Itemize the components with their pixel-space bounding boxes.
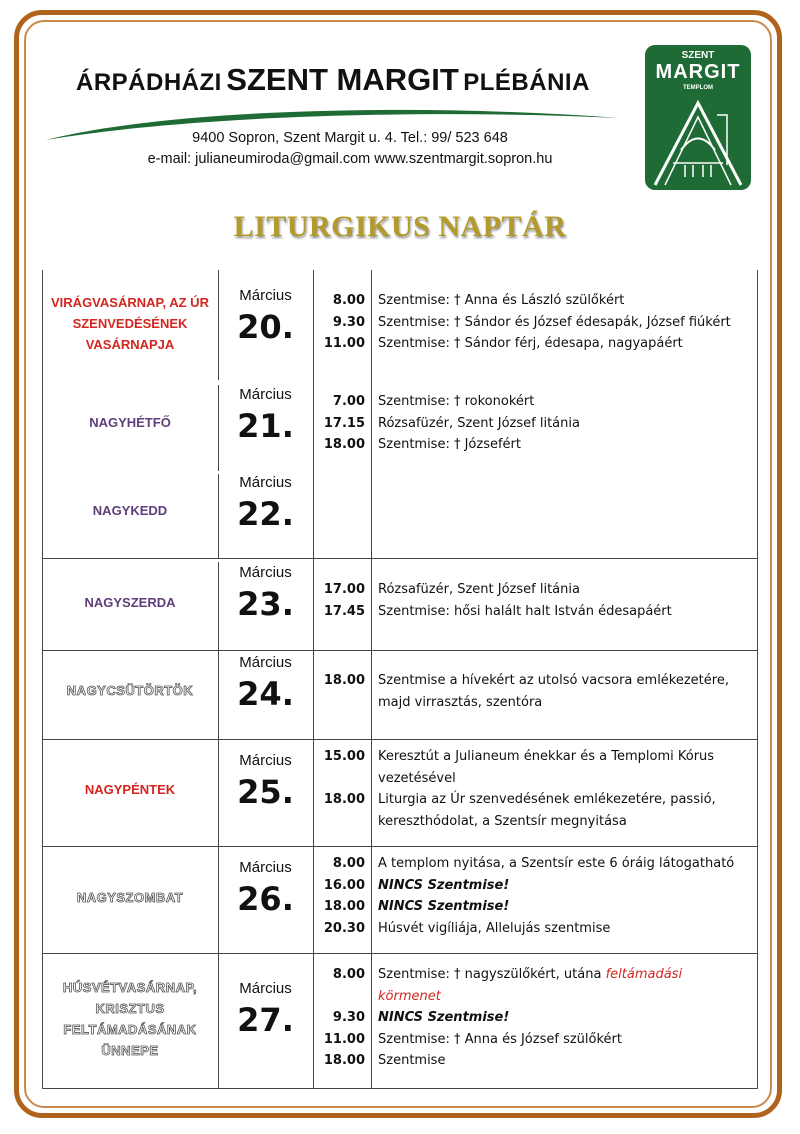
day-name-line: VIRÁGVASÁRNAP, AZ ÚR [51,295,209,310]
time-cell: 7.00 [332,394,365,409]
day-name-line: HÚSVÉTVASÁRNAP, [62,980,198,995]
time-cell: 8.00 [332,856,365,871]
desc-cell: Rózsafüzér, Szent József litánia [378,415,580,431]
month-22: Március [239,474,292,491]
time-cell [313,768,365,790]
logo-line3: TEMPLOM [683,85,713,91]
desc-cell: NINCS Szentmise! [378,877,510,893]
time-cell: 18.00 [323,673,365,688]
day-name-20 [42,292,218,355]
descs-21 [378,391,756,456]
title-pre: ÁRPÁDHÁZI [76,69,222,96]
time-cell: 17.15 [323,415,365,431]
email-web-line: e-mail: julianeumiroda@gmail.com www.szentmargit.sopron.hu [147,151,553,167]
desc-cell: Szentmise a hívekért az utolsó vacsora emlékezetére, [378,673,729,688]
descs-23 [378,579,756,622]
desc-highlight: körmenet [378,988,441,1004]
desc-cell: Rózsafüzér, Szent József litánia [378,582,580,597]
church-logo [645,45,751,190]
time-cell: 16.00 [323,877,365,893]
time-cell: 18.00 [323,1053,365,1068]
times-27 [313,964,365,1072]
time-cell: 17.00 [323,582,365,597]
time-cell [313,986,365,1008]
desc-cell: Szentmise: hősi halált halt István édesapáért [378,603,672,619]
times-21 [313,391,365,456]
desc-cell [378,964,756,986]
time-cell: 9.30 [332,1010,365,1025]
times-24 [313,670,365,692]
desc-cell: Keresztút a Julianeum énekkar és a Templomi Kórus [378,749,715,764]
month-26: Március [239,859,292,876]
day-name-line: NAGYSZERDA [84,595,176,610]
day-number-22: 22. [237,495,294,533]
desc-cell: Szentmise: † Anna és László szülőkért [378,293,625,308]
desc-cell: Szentmise: † Sándor és József édesapák, József fiúkért [378,314,731,330]
day-name-line: SZENVEDÉSÉNEK [72,316,188,331]
month-20: Március [239,287,292,304]
times-26 [313,853,365,939]
day-name-line: FELTÁMADÁSÁNAK [63,1022,197,1037]
day-name-line: NAGYHÉTFŐ [89,415,171,430]
calendar-heading: LITURGIKUS NAPTÁR [233,210,567,243]
day-name-27 [42,977,218,1061]
desc-highlight: feltámadási [605,967,683,982]
time-cell: 8.00 [332,967,365,982]
day-name-line: NAGYPÉNTEK [84,782,176,797]
month-24: Március [239,654,292,671]
times-23 [313,579,365,622]
desc-cell: Szentmise: † Józsefért [378,437,521,452]
day-name-line: NAGYSZOMBAT [76,890,184,905]
time-cell: 20.30 [323,920,365,936]
desc-cell: Liturgia az Úr szenvedésének emlékezetére, passió, [378,792,716,807]
church-icon [645,45,751,190]
day-name-line: VASÁRNAPJA [85,337,175,352]
time-cell: 18.00 [323,792,365,807]
desc-cell: majd virrasztás, szentóra [378,694,543,710]
desc-cell: Szentmise: † rokonokért [378,394,535,409]
times-20 [313,290,365,355]
month-27: Március [239,980,292,997]
day-name-23 [42,592,218,613]
descs-24 [378,670,756,713]
month-21: Március [239,386,292,403]
descs-25 [378,746,756,832]
day-number-24: 24. [237,675,294,713]
day-name-24 [42,680,218,701]
time-cell: 17.45 [323,603,365,619]
time-cell: 15.00 [323,749,365,764]
day-name-25 [42,779,218,800]
desc-cell: Szentmise: † Anna és József szülőkért [378,1031,622,1047]
time-cell: 11.00 [323,1031,365,1047]
desc-cell: Szentmise: † Sándor férj, édesapa, nagyapáért [378,336,683,351]
day-name-26 [42,887,218,908]
logo-line2: MARGIT [655,61,741,83]
descs-20 [378,290,756,355]
desc-cell: NINCS Szentmise! [378,899,510,914]
logo-line1: SZENT [681,50,715,61]
desc-cell: Húsvét vigíliája, Allelujás szentmise [378,920,611,936]
time-cell: 8.00 [332,293,365,308]
day-number-20: 20. [237,308,294,346]
day-number-26: 26. [237,880,294,918]
month-23: Március [239,564,292,581]
desc-text: Szentmise: † nagyszülőkért, utána [378,967,606,982]
day-name-line: NAGYCSÜTÖRTÖK [66,683,194,698]
day-name-line: ÜNNEPE [101,1043,159,1058]
month-25: Március [239,752,292,769]
day-number-21: 21. [237,407,294,445]
address-line: 9400 Sopron, Szent Margit u. 4. Tel.: 99/ 523 648 [192,130,508,146]
desc-cell: vezetésével [378,770,456,786]
desc-cell: kereszthódolat, a Szentsír megnyitása [378,813,627,829]
day-name-line: NAGYKEDD [92,503,168,518]
title-main: SZENT MARGIT [226,62,459,97]
desc-cell: NINCS Szentmise! [378,1010,510,1025]
day-name-line: KRISZTUS [95,1001,165,1016]
day-number-27: 27. [237,1001,294,1039]
day-name-21 [42,412,218,433]
descs-27 [378,964,756,1072]
day-name-22 [42,500,218,521]
time-cell: 11.00 [323,336,365,351]
parish-title [76,62,590,98]
desc-cell: Szentmise [378,1053,446,1068]
desc-cell: A templom nyitása, a Szentsír este 6 óráig látogatható [378,856,735,871]
descs-26 [378,853,756,939]
time-cell: 18.00 [323,437,365,452]
day-number-25: 25. [237,773,294,811]
title-post: PLÉBÁNIA [463,69,590,96]
day-number-23: 23. [237,585,294,623]
times-25 [313,746,365,811]
time-cell: 18.00 [323,899,365,914]
time-cell: 9.30 [332,314,365,330]
